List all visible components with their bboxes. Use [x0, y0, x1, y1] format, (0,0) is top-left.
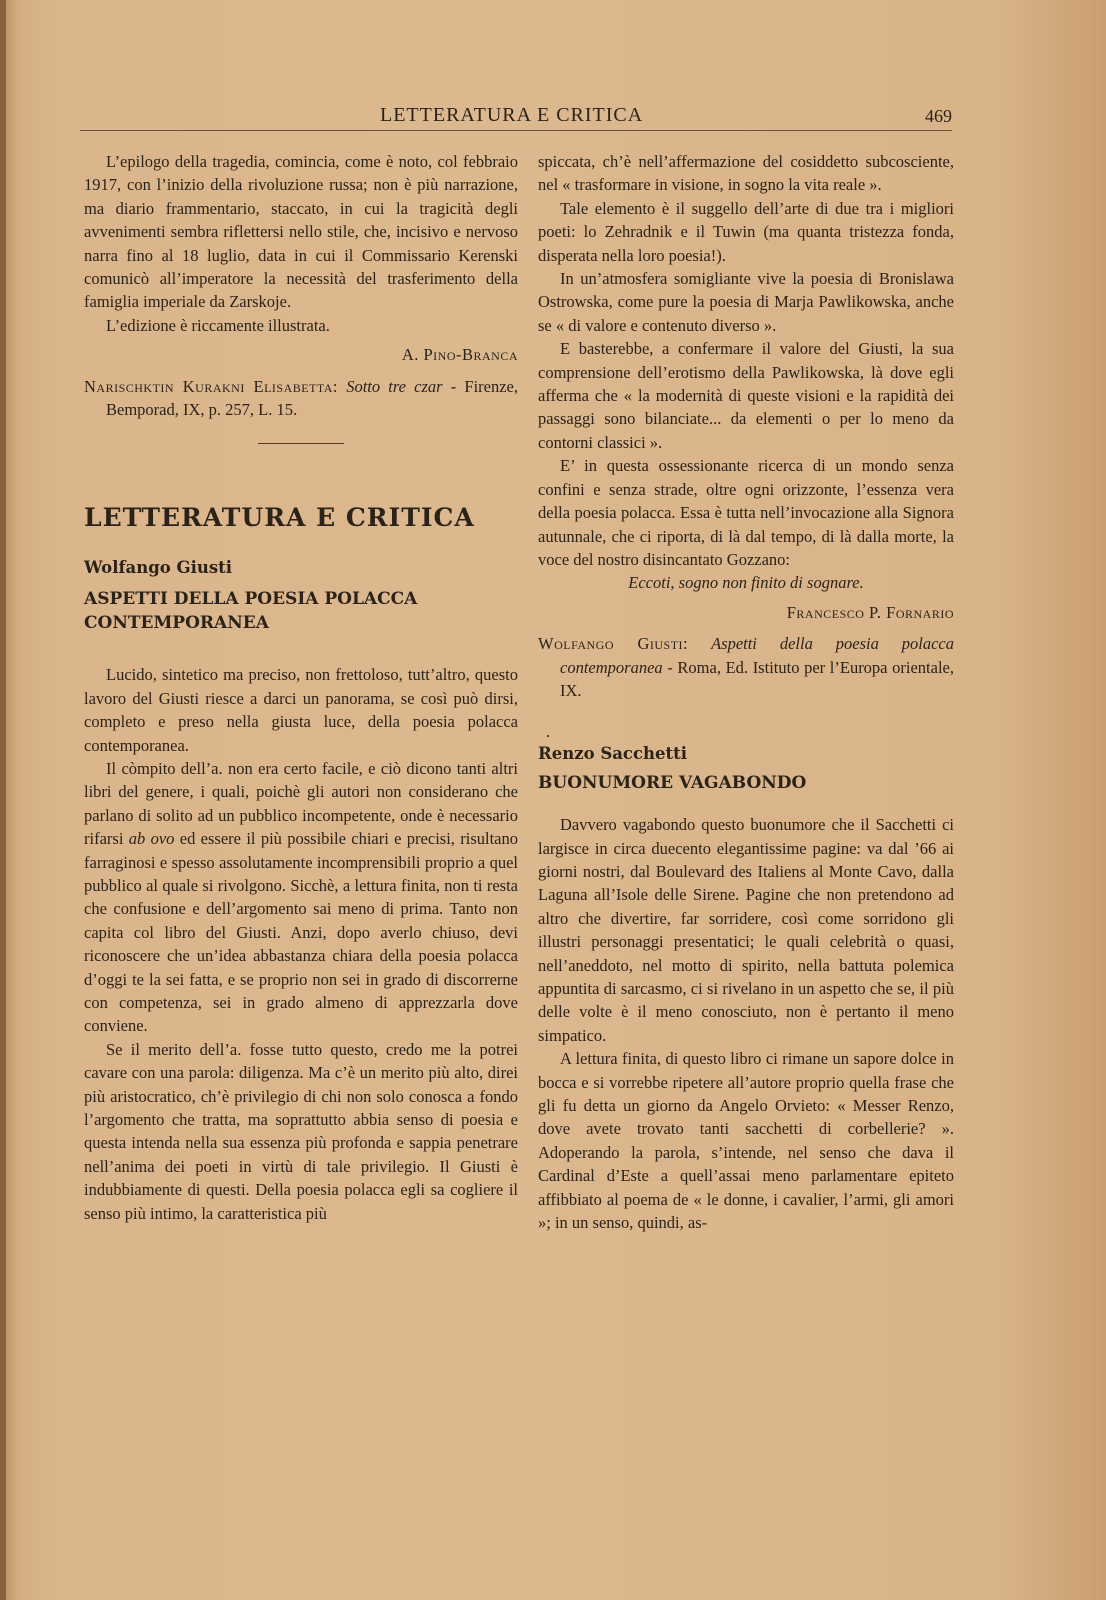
article-author: Renzo Sacchetti [538, 744, 688, 764]
separator-dot: . [546, 722, 551, 742]
review-signature: A. Pino-Branca [401, 345, 518, 365]
page-header [80, 100, 952, 131]
biblio-details: - Firenze, Bemporad, IX, p. 257, L. 15. [106, 376, 518, 420]
bibliographic-entry [84, 375, 518, 422]
review-signature: Francesco P. Fornario [786, 602, 954, 622]
left-column [84, 150, 518, 1225]
article-author: Wolfango Giusti [84, 557, 233, 577]
article-paragraph: E’ in questa ossessionante ricerca di un mondo senza confini e senza strade, oltre ogni orizzonte, l’essenza vera della poesia polacca. Essa è tutta nell’invocazione alla Signora autunnale, che ci riporta, di là dal tempo, di là dalla morte, la voce del nostro disincantato Gozzano: [538, 456, 954, 569]
biblio-author: Wolfango Giusti: [538, 634, 689, 654]
biblio-title: Sotto tre czar [346, 376, 443, 396]
article-paragraph [84, 757, 518, 1038]
edition-note: L’edizione è riccamente illustrata. [106, 315, 330, 335]
paragraph-text: ed essere il più possibile chiari e precisi, risultano farraginosi e spesso assolutamente incomprensibili proprio a quel pubblico al quale si rivolgono. Sicchè, a lettura finita, non ti resta che confusione e dell’argomento sai meno di prima. Tanto non capita col libro del Giusti. Anzi, dopo averlo chiuso, devi riconoscere che un’idea abbastanza chiara della poesia polacca d’oggi te la sei fatta, e se proprio non sei in grado di discorrerne con competenza, sei in grado almeno di apprezzarla dove conviene. [84, 829, 518, 1036]
poem-quote: Eccoti, sogno non finito di sognare. [628, 573, 864, 593]
article-paragraph: E basterebbe, a confermare il valore del Giusti, la sua comprensione dell’erotismo della Pawlikowska, là dove egli afferma che « la modernità di queste visioni e la rapidità dei passaggi sono bilanciate... da elementi o per lo meno da contorni classici ». [538, 339, 954, 452]
article-paragraph: Tale elemento è il suggello dell’arte di due tra i migliori poeti: lo Zehradnik e il Tuwin (ma quanta tristezza fonda, disperata nella loro poesia!). [538, 198, 954, 265]
article-title: ASPETTI DELLA POESIA POLACCA CONTEMPORANEA [84, 589, 418, 634]
right-column [538, 150, 954, 1234]
continued-paragraph: spiccata, ch’è nell’affermazione del cosiddetto subcosciente, nel « trasformare in visione, in sogno la vita reale ». [538, 152, 954, 195]
bibliographic-entry [538, 632, 954, 702]
article-paragraph: Lucido, sintetico ma preciso, non frettoloso, tutt’altro, questo lavoro del Giusti riesce a darci un panorama, se così può dirsi, completo e preso nella giusta luce, della poesia polacca contemporanea. [84, 665, 518, 755]
paragraph-text: Il còmpito dell’a. non era certo facile, e ciò dicono tanti altri libri del genere, i quali, poichè gli autori non considerano che parlano di solito ad un pubblico incompetente, onde è necessario rifarsi [84, 758, 518, 849]
latin-phrase: ab ovo [128, 829, 175, 849]
article-paragraph: In un’atmosfera somigliante vive la poesia di Bronislawa Ostrowska, come pure la poesia di Marja Pawlikowska, anche se « di valore e contenuto diverso ». [538, 269, 954, 335]
article-paragraph: Se il merito dell’a. fosse tutto questo, credo me la potrei cavare con una parola: diligenza. Ma c’è un merito più alto, direi più aristocratico, ch’è privilegio di chi non solo conosca a fondo l’argomento che tratta, ma soprattutto abbia senso di poesia e questa intenda nella sua essenza più profonda e sappia penetrare nell’anima dei poeti in virtù di tale privilegio. Il Giusti è indubbiamente di questi. Della poesia polacca egli sa cogliere il senso più intimo, la caratteristica più [84, 1039, 518, 1223]
article-paragraph: A lettura finita, di questo libro ci rimane un sapore dolce in bocca e si vorrebbe ripetere all’autore proprio quella frase che gli fu detta un giorno da Angelo Orvieto: « Messer Renzo, dove avete trovato tanti sacchetti di corbellerie? ». Adoperando la parola, s’intende, nel senso che dava il Cardinal d’Este a quell’assai meno parlamentare epiteto affibbiato al poema de « le donne, i cavalier, l’armi, gli amori »; in un senso, quindi, as- [538, 1049, 954, 1233]
intro-paragraph: L’epilogo della tragedia, comincia, come è noto, col febbraio 1917, con l’inizio della rivoluzione russa; non è più narrazione, ma diario frammentario, staccato, in cui la tragicità degli avvenimenti sembra riflettersi nello stile, che, incisivo e nervoso narra fino al 18 luglio, data in cui il Commissario Kerenski comunicò all’imperatore la necessità del trasferimento della famiglia imperiale da Zarskoje. [84, 152, 518, 312]
article-paragraph: Davvero vagabondo questo buonumore che il Sacchetti ci largisce in circa duecento elegantissime pagine: va dal ’66 ai giorni nostri, dal Boulevard des Italiens al Monte Cavo, dalla Laguna all’Isole delle Sirene. Pagine che non pretendono ad altro che divertire, far sorridere, così come sorridono gli illustri personaggi presentatici; le quali celebrità o quasi, nell’aneddoto, nel motto di spirito, nella battuta polemica appuntita di sarcasmo, ci si rivelano in un aspetto che se, il più delle volte è il meno conosciuto, non è pertanto il meno simpatico. [538, 815, 954, 1045]
page-edge [0, 0, 6, 1600]
article-title: BUONUMORE VAGABONDO [538, 772, 807, 793]
biblio-author: Narischktin Kurakni Elisabetta: [84, 376, 339, 396]
biblio-details: - Roma, Ed. Istituto per l’Europa orientale, IX. [560, 657, 954, 700]
section-title: LETTERATURA E CRITICA [84, 503, 475, 533]
page-number: 469 [925, 106, 952, 126]
section-divider [258, 443, 344, 444]
biblio-title: Aspetti della poesia polacca contemporanea [560, 634, 954, 677]
running-title: LETTERATURA E CRITICA [380, 104, 644, 126]
